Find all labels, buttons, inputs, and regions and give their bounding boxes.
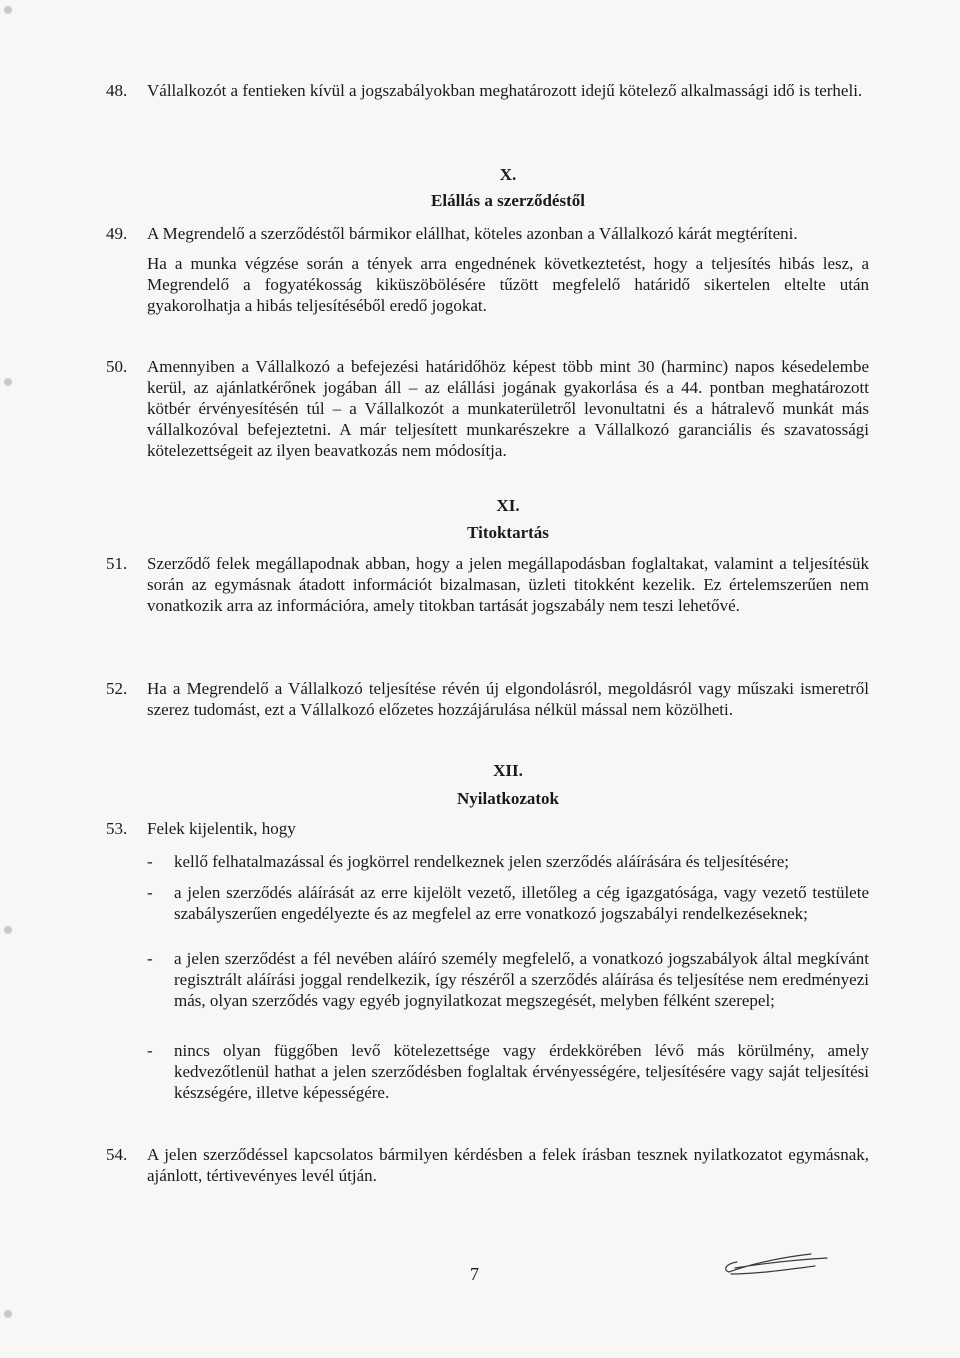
item-53-intro: Felek kijelentik, hogy (147, 819, 296, 838)
list-dash: - (147, 883, 153, 902)
list-dash: - (147, 1041, 153, 1060)
section-title: Titoktartás (467, 523, 549, 542)
punch-hole-mark (4, 926, 12, 934)
item-50-text: Amennyiben a Vállalkozó a befejezési határidőhöz képest több mint 30 (harminc) napos késedelembe kerül, az ajánlatkérőnek jogában áll – az elállási jogának gyakorlása és a 44. pontban meghatározott kötbér érvényesítésén túl – a Vállalkozót a munkaterületről levonultatni és a hátralevő munkát más vállalkozóval befejeztetni. A már teljesített munkarészekre a Vállalkozó garanciális és szavatossági kötelezettségeit az ilyen beavatkozás nem módosítja. (147, 357, 869, 460)
list-item: nincs olyan függőben levő kötelezettsége vagy érdekkörében lévő más körülmény, amely kedvezőtlenül hathat a jelen szerződésben foglaltak érvényességére, teljesítésére vagy saját teljesítési készségére, illetve képességére. (174, 1041, 869, 1102)
list-item: kellő felhatalmazással és jogkörrel rendelkeznek jelen szerződés aláírására és teljesítésére; (174, 852, 789, 871)
list-dash: - (147, 949, 153, 968)
punch-hole-mark (4, 6, 12, 14)
item-number: 53. (106, 819, 128, 838)
item-51-text: Szerződő felek megállapodnak abban, hogy a jelen megállapodásban foglaltakat, valamint a teljesítésük során az egymásnak átadott információt bizalmasan, üzleti titokként kezelik. Ez értelemszerűen nem vonatkozik arra az információra, amely titokban tartását jogszabály nem teszi lehetővé. (147, 554, 869, 615)
item-number: 51. (106, 554, 128, 573)
punch-hole-mark (4, 378, 12, 386)
punch-hole-mark (4, 1310, 12, 1318)
list-item: a jelen szerződés aláírását az erre kijelölt vezető, illetőleg a cég igazgatósága, vagy vezető testülete szabályszerűen engedélyezte és az megfelel az erre vonatkozó jogszabályi rendelkezéseknek; (174, 883, 869, 923)
section-title: Elállás a szerződéstől (431, 191, 585, 210)
item-52-text: Ha a Megrendelő a Vállalkozó teljesítése révén új elgondolásról, megoldásról vagy műszaki ismeretről szerez tudomást, ezt a Vállalkozó előzetes hozzájárulása nélkül mással nem közölheti. (147, 679, 869, 719)
item-54-text: A jelen szerződéssel kapcsolatos bármilyen kérdésben a felek írásban tesznek nyilatkozatot egymásnak, ajánlott, tértivevényes levél útján. (147, 1145, 869, 1185)
item-number: 49. (106, 224, 128, 243)
item-number: 50. (106, 357, 128, 376)
list-item: a jelen szerződést a fél nevében aláíró személy megfelelő, a vonatkozó jogszabályok által megkívánt regisztrált aláírási joggal rendelkezik, így részéről a szerződés aláírása és teljesítése nem eredményezi más, olyan szerződés vagy egyéb jognyilatkozat megszegését, melyben félként szerepel; (174, 949, 869, 1010)
handwritten-initials (715, 1248, 835, 1278)
item-49-text-continued: Ha a munka végzése során a tények arra engednének következtetést, hogy a teljesítés hibás lesz, a Megrendelő a fogyatékosság kiküszöbölésére tűzött megfelelő határidő sikertelen eltelte után gyakorolhatja a hibás teljesítéséből eredő jogokat. (147, 254, 869, 315)
item-number: 54. (106, 1145, 128, 1164)
section-number: XII. (493, 761, 523, 780)
section-number: X. (499, 165, 517, 184)
section-title: Nyilatkozatok (457, 789, 559, 808)
section-number: XI. (496, 496, 520, 515)
item-48-text: Vállalkozót a fentieken kívül a jogszabályokban meghatározott idejű kötelező alkalmassági idő is terheli. (147, 81, 863, 100)
item-number: 52. (106, 679, 128, 698)
page-number: 7 (470, 1264, 479, 1284)
item-number: 48. (106, 81, 128, 100)
list-dash: - (147, 852, 153, 871)
item-49-text: A Megrendelő a szerződéstől bármikor elállhat, köteles azonban a Vállalkozó kárát megtéríteni. (147, 224, 798, 243)
